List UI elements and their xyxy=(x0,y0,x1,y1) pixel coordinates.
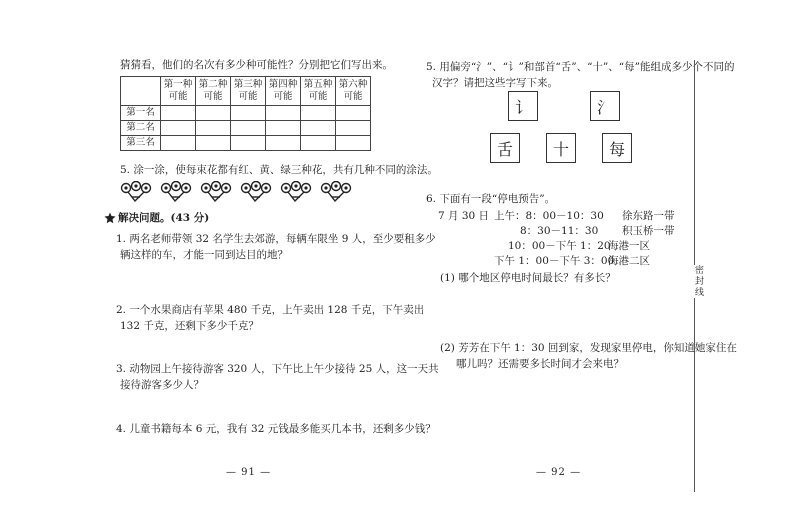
binding-label: 密封线 xyxy=(683,265,703,298)
table-corner xyxy=(121,77,161,106)
problem-2-line-1: 2. 一个水果商店有苹果 480 千克，上午卖出 128 千克，下午卖出 xyxy=(116,304,425,316)
problem-3-line-2: 接待游客多少人？ xyxy=(120,379,204,391)
notice-time: 下午 1：00－下午 3：00 xyxy=(494,255,615,267)
question-5-line-2: 汉字？请把这些字写下来。 xyxy=(432,77,558,89)
table-header: 第六种 可能 xyxy=(336,77,371,106)
sub-question-1: (1) 哪个地区停电时间最长？有多长？ xyxy=(440,272,616,284)
problem-1-line-1: 1. 两名老师带领 32 名学生去郊游，每辆车限坐 9 人，至少要租多少 xyxy=(116,233,436,245)
question-5-line-1: 5. 用偏旁“氵”、“讠”和部首“舌”、“十”、“每”能组成多少个不同的 xyxy=(426,61,735,73)
page-number: — 91 — xyxy=(226,467,272,478)
table-header: 第五种 可能 xyxy=(301,77,336,106)
flower-bunch-icon[interactable] xyxy=(280,181,312,203)
notice-date: 7 月 30 日 xyxy=(438,210,490,222)
notice-time: 上午：8：00－10：30 xyxy=(494,210,604,222)
component-box: 舌 xyxy=(490,133,520,163)
component-box: 每 xyxy=(602,133,632,163)
table-row xyxy=(121,121,371,136)
table-header: 第四种 可能 xyxy=(266,77,301,106)
notice-place: 海港一区 xyxy=(608,240,650,252)
flower-bunches xyxy=(120,181,352,203)
right-page xyxy=(400,0,800,532)
problem-1-line-2: 辆这样的车，才能一同到达目的地？ xyxy=(120,249,288,261)
question-6-text: 6. 下面有一段“停电预告”。 xyxy=(426,193,556,205)
row-label: 第二名 xyxy=(121,121,161,136)
ranking-intro: 猜猜看，他们的名次有多少种可能性？分别把它们写出来。 xyxy=(120,59,393,71)
flower-bunch-icon[interactable] xyxy=(160,181,192,203)
problem-4: 4. 儿童书籍每本 6 元，我有 32 元钱最多能买几本书，还剩多少钱？ xyxy=(116,423,436,435)
problem-3-line-1: 3. 动物园上午接待游客 320 人，下午比上午少接待 25 人，这一天共 xyxy=(116,363,439,375)
row-label: 第三名 xyxy=(121,136,161,151)
notice-place: 海港二区 xyxy=(608,255,650,267)
notice-place: 积玉桥一带 xyxy=(622,225,675,237)
table-row xyxy=(121,106,371,121)
radical-box: 讠 xyxy=(508,91,538,121)
radical-box: 氵 xyxy=(590,91,620,121)
table-row xyxy=(121,136,371,151)
sub-question-2-line-2: 哪儿吗？还需要多长时间才会来电？ xyxy=(456,358,624,370)
page-number: — 92 — xyxy=(536,467,582,478)
question-5-text: 5. 涂一涂，使每束花都有红、黄、绿三种花，共有几种不同的涂法。 xyxy=(120,164,438,176)
flower-bunch-icon[interactable] xyxy=(240,181,272,203)
ranking-table xyxy=(120,76,371,151)
flower-bunch-icon[interactable] xyxy=(320,181,352,203)
section-badge-icon xyxy=(104,212,116,224)
table-header: 第一种 可能 xyxy=(161,77,196,106)
section-heading: 解决问题。(43 分) xyxy=(118,212,210,224)
table-header: 第二种 可能 xyxy=(196,77,231,106)
problem-2-line-2: 132 千克，还剩下多少千克？ xyxy=(120,320,259,332)
component-box: 十 xyxy=(546,133,576,163)
flower-bunch-icon[interactable] xyxy=(120,181,152,203)
row-label: 第一名 xyxy=(121,106,161,121)
notice-time: 10：00－下午 1：20 xyxy=(508,240,611,252)
flower-bunch-icon[interactable] xyxy=(200,181,232,203)
notice-place: 徐东路一带 xyxy=(622,210,675,222)
table-header: 第三种 可能 xyxy=(231,77,266,106)
notice-time: 8：30－11：30 xyxy=(520,225,599,237)
sub-question-2-line-1: (2) 芳芳在下午 1：30 回到家，发现家里停电，你知道她家住在 xyxy=(440,342,737,354)
